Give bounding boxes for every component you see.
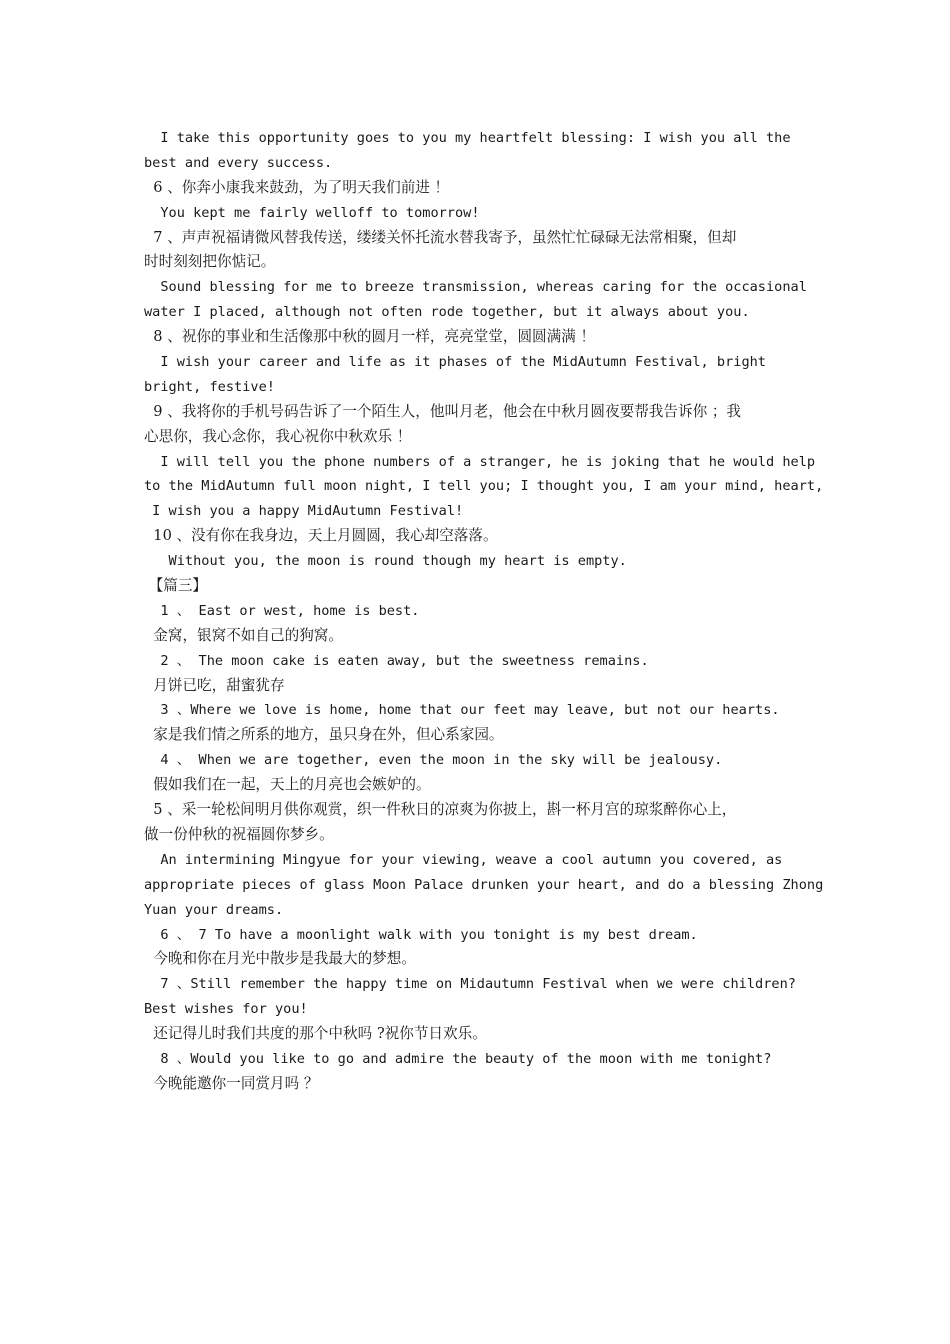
text-line: appropriate pieces of glass Moon Palace drunken your heart, and do a blessing Zhong [144, 876, 824, 893]
text-line: You kept me fairly welloff to tomorrow! [144, 204, 480, 221]
text-line: 2 、 The moon cake is eaten away, but the sweetness remains. [144, 652, 649, 669]
text-line: I take this opportunity goes to you my heartfelt blessing: I wish you all the [144, 130, 791, 146]
text-line: I wish your career and life as it phases of the MidAutumn Festival, bright [144, 354, 766, 371]
text-line: 今晚和你在月光中散步是我最大的梦想。 [144, 950, 416, 968]
text-line: 【篇三】 [144, 577, 208, 595]
text-line: 5 、采一轮松间明月供你观赏，织一件秋日的凉爽为你披上，斟一杯月宫的琼浆醉你心上， [144, 801, 737, 819]
text-line: 9 、我将你的手机号码告诉了一个陌生人，他叫月老，他会在中秋月圆夜要帮我告诉你 ；我 [144, 402, 742, 420]
text-line: An intermining Mingyue for your viewing, weave a cool autumn you covered, as [144, 851, 783, 868]
text-line: 8 、Would you like to go and admire the beauty of the moon with me tonight? [144, 1050, 772, 1067]
text-line: water I placed, although not often rode together, but it always about you. [144, 304, 750, 321]
text-line: Yuan your dreams. [144, 901, 284, 918]
text-line: 做一份仲秋的祝福圆你梦乡。 [144, 825, 334, 843]
text-line: Without you, the moon is round though my heart is empty. [144, 553, 627, 570]
text-line: 月饼已吃，甜蜜犹存 [144, 676, 285, 694]
text-line: I will tell you the phone numbers of a stranger, he is joking that he would help [144, 453, 816, 470]
text-line: 心思你，我心念你，我心祝你中秋欢乐 ！ [144, 427, 412, 445]
text-line: 8 、祝你的事业和生活像那中秋的圆月一样，亮亮堂堂，圆圆满满 ！ [144, 328, 596, 346]
text-line: I wish you a happy MidAutumn Festival! [144, 503, 464, 520]
document-body [144, 126, 824, 1097]
text-line: 假如我们在一起，天上的月亮也会嫉妒的。 [144, 776, 431, 794]
text-line: 时时刻刻把你惦记。 [144, 253, 276, 271]
text-line: 家是我们情之所系的地方，虽只身在外，但心系家园。 [144, 726, 504, 744]
text-line: 10 、没有你在我身边，天上月圆圆，我心却空落落。 [144, 527, 498, 545]
text-line: bright, festive! [144, 378, 275, 395]
text-line: Sound blessing for me to breeze transmission, whereas caring for the occasional [144, 279, 807, 296]
text-line: 金窝，银窝不如自己的狗窝。 [144, 626, 343, 644]
text-line: Best wishes for you! [144, 1001, 308, 1018]
text-line: 1 、 East or west, home is best. [144, 602, 420, 619]
text-line: 今晚能邀你一同赏月吗 ？ [144, 1074, 319, 1092]
text-line: 7 、Still remember the happy time on Midautumn Festival when we were children? [144, 976, 796, 993]
text-line: 7 、声声祝福请微风替我传送，缕缕关怀托流水替我寄予，虽然忙忙碌碌无法常相聚，但却 [144, 228, 737, 246]
text-line: 4 、 When we are together, even the moon in the sky will be jealousy. [144, 752, 723, 769]
text-line: 6 、 7 To have a moonlight walk with you tonight is my best dream. [144, 926, 698, 943]
text-line: 3 、Where we love is home, home that our feet may leave, but not our hearts. [144, 702, 780, 719]
text-line: 还记得儿时我们共度的那个中秋吗 ?祝你节日欢乐。 [144, 1025, 487, 1043]
text-line: best and every success. [144, 154, 333, 171]
text-line: to the MidAutumn full moon night, I tell you; I thought you, I am your mind, heart, [144, 478, 824, 495]
text-line: 6 、你奔小康我来鼓劲，为了明天我们前进 ！ [144, 178, 450, 196]
